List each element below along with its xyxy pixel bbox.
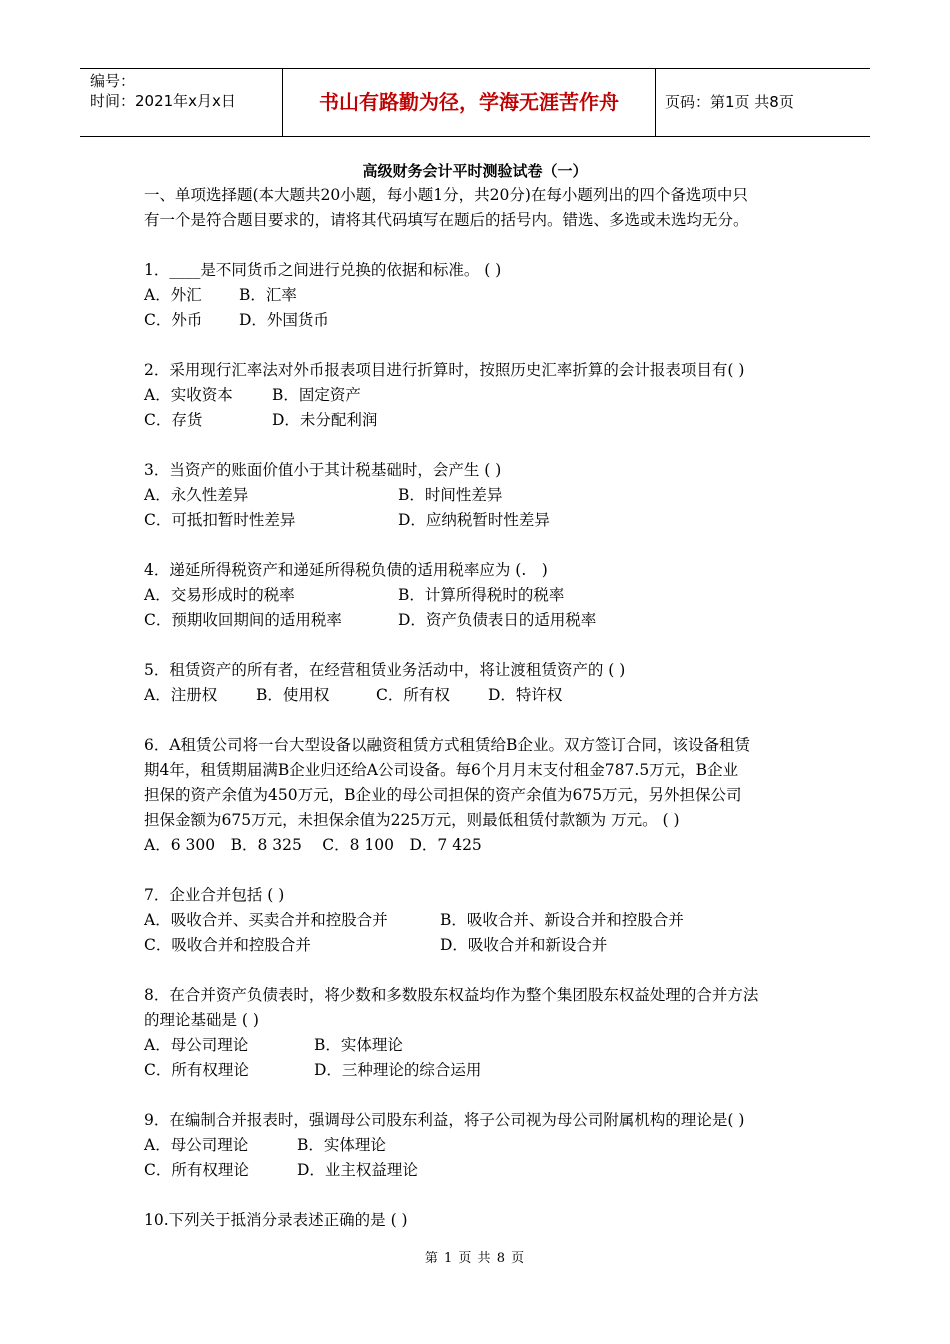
option: D．三种理论的综合运用 bbox=[314, 1061, 482, 1079]
option: D．资产负债表日的适用税率 bbox=[398, 611, 597, 629]
header-date: 时间：2021年x月x日 bbox=[90, 92, 236, 110]
option-row bbox=[144, 583, 814, 608]
option-row bbox=[144, 608, 814, 633]
option: B．吸收合并、新设合并和控股合并 bbox=[440, 911, 684, 929]
option: A．外汇 bbox=[144, 286, 202, 304]
option: C．预期收回期间的适用税率 bbox=[144, 611, 342, 629]
option: A．永久性差异 bbox=[144, 486, 249, 504]
question-stem: 6．A租赁公司将一台大型设备以融资租赁方式租赁给B企业。双方签订合同，该设备租赁 bbox=[144, 736, 750, 754]
option: A．母公司理论 bbox=[144, 1136, 249, 1154]
option: A．交易形成时的税率 bbox=[144, 586, 295, 604]
option-row bbox=[144, 483, 814, 508]
option: A．母公司理论 bbox=[144, 1036, 249, 1054]
option: D．应纳税暂时性差异 bbox=[398, 511, 550, 529]
option: B．汇率 bbox=[239, 286, 297, 304]
option: A．吸收合并、买卖合并和控股合并 bbox=[144, 911, 388, 929]
question-stem: 4．递延所得税资产和递延所得税负债的适用税率应为 (. ) bbox=[144, 561, 548, 579]
section-intro-line: 一、单项选择题(本大题共20小题，每小题1分，共20分)在每小题列出的四个备选项中只 bbox=[144, 186, 748, 204]
option: B．使用权 bbox=[256, 686, 330, 704]
option-row bbox=[144, 683, 814, 708]
option-row bbox=[144, 1058, 814, 1083]
question-stem: 9．在编制合并报表时，强调母公司股东利益，将子公司视为母公司附属机构的理论是( ) bbox=[144, 1111, 745, 1129]
question-stem: 担保的资产余值为450万元，B企业的母公司担保的资产余值为675万元，另外担保公司 bbox=[144, 786, 742, 804]
question-stem: 10.下列关于抵消分录表述正确的是 ( ) bbox=[144, 1211, 408, 1229]
option: D．外国货币 bbox=[239, 311, 329, 329]
option: C．所有权理论 bbox=[144, 1061, 249, 1079]
question-stem: 7．企业合并包括 ( ) bbox=[144, 886, 285, 904]
header-page-number: 页码：第1页 共8页 bbox=[665, 93, 794, 111]
option: A．注册权 bbox=[144, 686, 218, 704]
question-stem: 2．采用现行汇率法对外币报表项目进行折算时，按照历史汇率折算的会计报表项目有( ) bbox=[144, 361, 745, 379]
option: B．固定资产 bbox=[272, 386, 361, 404]
header-number-label: 编号： bbox=[90, 72, 136, 90]
header-meta bbox=[80, 69, 280, 136]
question-body bbox=[144, 183, 814, 1233]
option-row bbox=[144, 383, 814, 408]
question-stem: 8．在合并资产负债表时，将少数和多数股东权益均作为整个集团股东权益处理的合并方法 bbox=[144, 986, 759, 1004]
question-stem: 的理论基础是 ( ) bbox=[144, 1011, 259, 1029]
option: B．时间性差异 bbox=[398, 486, 503, 504]
question-stem: 1．____是不同货币之间进行兑换的依据和标准。 ( ) bbox=[144, 261, 502, 279]
question-stem: 5．租赁资产的所有者，在经营租赁业务活动中，将让渡租赁资产的 ( ) bbox=[144, 661, 626, 679]
option: C．所有权 bbox=[376, 686, 450, 704]
question-stem: 期4年，租赁期届满B企业归还给A公司设备。每6个月月末支付租金787.5万元，B企业 bbox=[144, 761, 739, 779]
option-row bbox=[144, 408, 814, 433]
option: C．吸收合并和控股合并 bbox=[144, 936, 311, 954]
option-row bbox=[144, 283, 814, 308]
option: C．可抵扣暂时性差异 bbox=[144, 511, 296, 529]
question-stem: 3．当资产的账面价值小于其计税基础时，会产生 ( ) bbox=[144, 461, 502, 479]
question-stem: 担保金额为675万元，未担保余值为225万元，则最低租赁付款额为 万元。 ( ) bbox=[144, 811, 680, 829]
option: D．特许权 bbox=[488, 686, 563, 704]
option: C．外币 bbox=[144, 311, 203, 329]
page-footer: 第 1 页 共 8 页 bbox=[424, 1251, 526, 1266]
header-motto-cell bbox=[282, 69, 656, 136]
option-row bbox=[144, 933, 814, 958]
option-row: A．6 300 B．8 325 C．8 100 D．7 425 bbox=[144, 836, 482, 854]
option-row bbox=[144, 1133, 814, 1158]
option: C．所有权理论 bbox=[144, 1161, 249, 1179]
option: B．实体理论 bbox=[297, 1136, 386, 1154]
option-row bbox=[144, 508, 814, 533]
option: D．吸收合并和新设合并 bbox=[440, 936, 608, 954]
option-row bbox=[144, 908, 814, 933]
option: D．业主权益理论 bbox=[297, 1161, 418, 1179]
page-header bbox=[80, 68, 870, 137]
option: B．实体理论 bbox=[314, 1036, 403, 1054]
option-row bbox=[144, 308, 814, 333]
document-title: 高级财务会计平时测验试卷（一） bbox=[362, 162, 588, 180]
option-row bbox=[144, 1158, 814, 1183]
option-row bbox=[144, 1033, 814, 1058]
header-motto: 书山有路勤为径，学海无涯苦作舟 bbox=[319, 90, 619, 114]
option: A．实收资本 bbox=[144, 386, 233, 404]
option: D．未分配利润 bbox=[272, 411, 378, 429]
option: C．存货 bbox=[144, 411, 203, 429]
option: B．计算所得税时的税率 bbox=[398, 586, 565, 604]
section-intro-line: 有一个是符合题目要求的，请将其代码填写在题后的括号内。错选、多选或未选均无分。 bbox=[144, 211, 749, 229]
